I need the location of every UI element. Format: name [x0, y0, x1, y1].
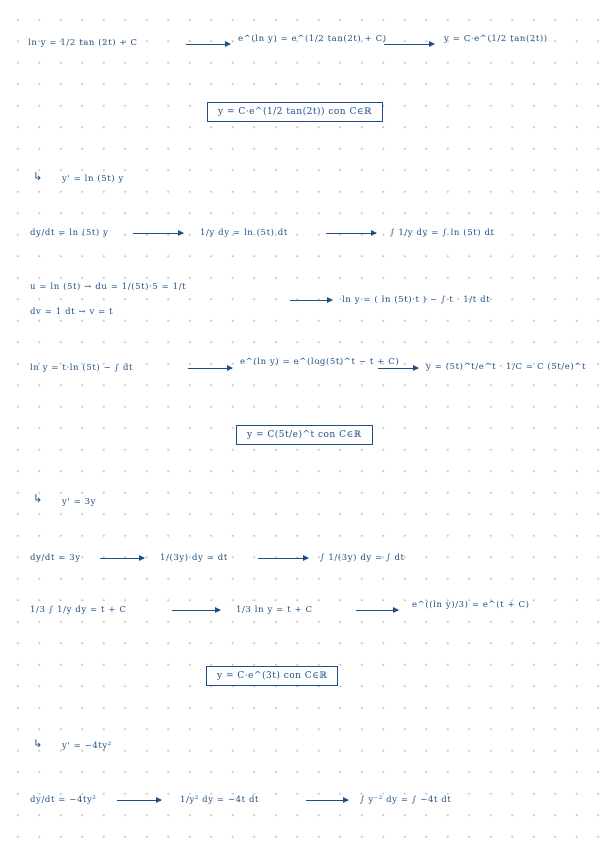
s3-step-3: ∫ 1/(3y) dy = ∫ dt	[320, 553, 405, 563]
s2-step-6: y = (5t)^t/e^t · 1/C = C (5t/e)^t	[426, 362, 587, 372]
arrow	[378, 368, 418, 369]
arrow	[100, 558, 144, 559]
arrow	[306, 800, 348, 801]
s2-step-3: ∫ 1/y dy = ∫ ln (5t) dt	[390, 228, 495, 238]
s1-step-3: y = C·e^(1/2 tan(2t))	[444, 34, 548, 44]
s1-step-1: ln y = 1/2 tan (2t) + C	[28, 38, 138, 48]
s3-step-1: dy/dt = 3y	[30, 553, 81, 563]
s2-sub-u: u = ln (5t) → du = 1/(5t)·5 = 1/t	[30, 282, 187, 292]
s3-step-2: 1/(3y) dy = dt	[160, 553, 228, 563]
s3-result-box: y = C·e^(3t) con C∈ℝ	[206, 666, 338, 686]
s2-step-2: 1/y dy = ln (5t) dt	[200, 228, 288, 238]
s2-step-1: dy/dt = ln (5t) y	[30, 228, 109, 238]
s2-problem: y' = ln (5t) y	[62, 174, 124, 184]
arrow	[384, 44, 434, 45]
arrow-bullet-icon: ↳	[33, 492, 43, 505]
arrow	[188, 368, 232, 369]
s1-step-2: e^(ln y) = e^(1/2 tan(2t) + C)	[238, 34, 387, 44]
s4-step-3: ∫ y⁻² dy = ∫ −4t dt	[360, 795, 452, 805]
arrow	[356, 610, 398, 611]
s1-result-box: y = C·e^(1/2 tan(2t)) con C∈ℝ	[207, 102, 383, 122]
s2-step-4: ln y = t·ln (5t) − ∫ dt	[30, 363, 134, 373]
arrow	[133, 233, 183, 234]
s3-step-6: e^((ln y)/3) = e^(t + C)	[412, 600, 530, 610]
arrow	[172, 610, 220, 611]
s2-sub-v: dv = 1 dt → v = t	[30, 307, 114, 317]
s4-problem: y' = −4ty²	[62, 741, 112, 751]
s2-parts: ln y = ( ln (5t)·t ) − ∫ t · 1/t dt	[342, 295, 491, 305]
arrow	[117, 800, 161, 801]
s3-step-4: 1/3 ∫ 1/y dy = t + C	[30, 605, 127, 615]
s4-step-2: 1/y² dy = −4t dt	[180, 795, 260, 805]
arrow	[258, 558, 308, 559]
s2-result-box: y = C(5t/e)^t con C∈ℝ	[236, 425, 373, 445]
arrow-bullet-icon: ↳	[33, 737, 43, 750]
s3-step-5: 1/3 ln y = t + C	[236, 605, 313, 615]
arrow	[186, 44, 230, 45]
s2-step-5: e^(ln y) = e^(log(5t)^t − t + C)	[240, 357, 400, 367]
arrow-bullet-icon: ↳	[33, 170, 43, 183]
arrow	[290, 300, 332, 301]
s3-problem: y' = 3y	[62, 497, 97, 507]
arrow	[326, 233, 376, 234]
s4-step-1: dy/dt = −4ty²	[30, 795, 97, 805]
